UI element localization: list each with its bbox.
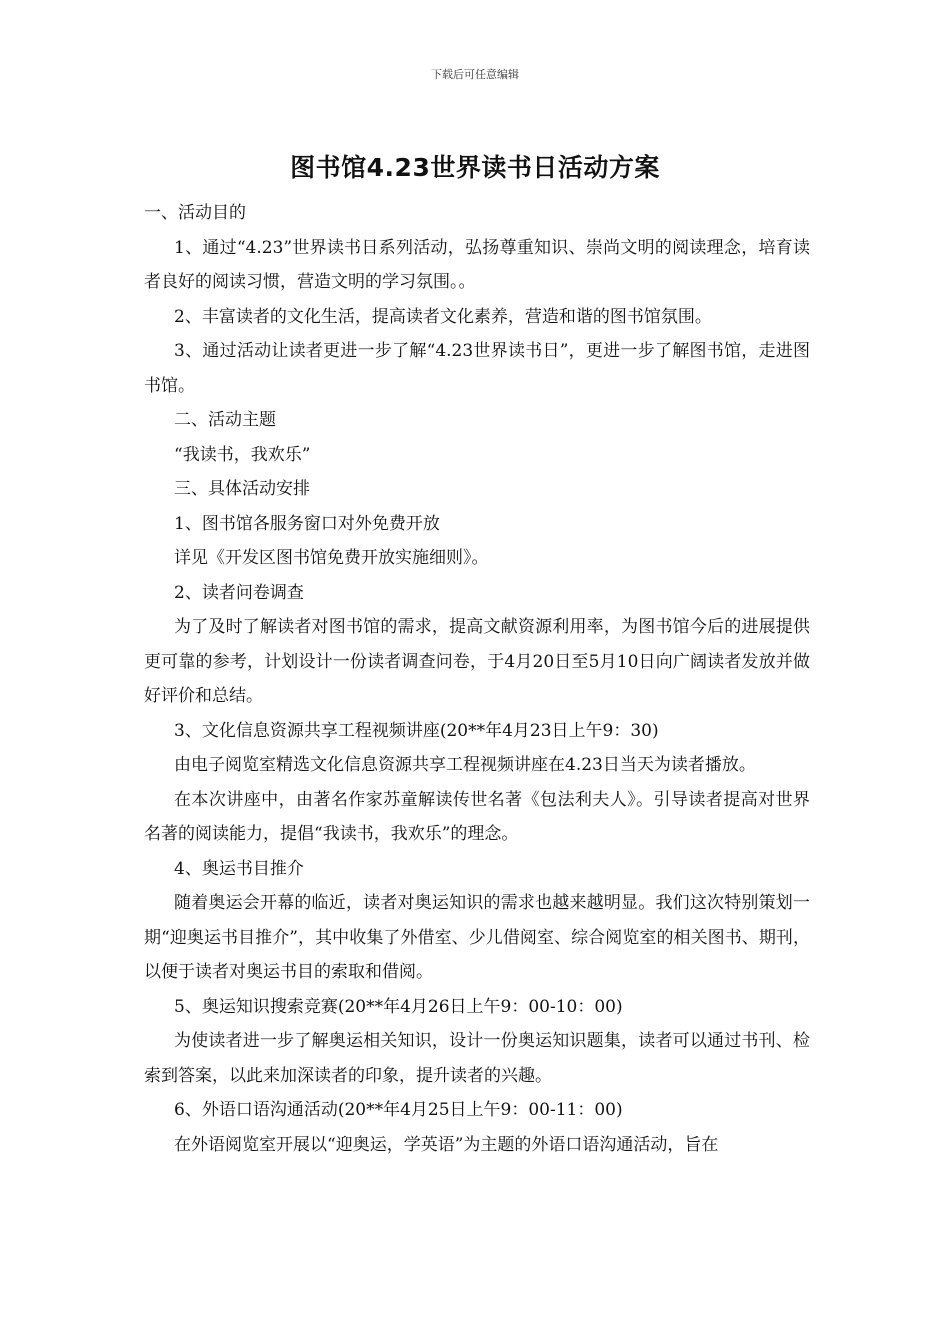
- section-heading-theme: 二、活动主题: [174, 410, 276, 430]
- paragraph: 随着奥运会开幕的临近，读者对奥运知识的需求也越来越明显。我们这次特别策划一期“迎奥运书目推介”，其中收集了外借室、少儿借阅室、综合阅览室的相关图书、期刊，以便于读者对奥运书目的索取和借阅。: [144, 893, 810, 982]
- section-heading-purpose: 一、活动目的: [144, 203, 246, 223]
- paragraph: 在本次讲座中，由著名作家苏童解读传世名著《包法利夫人》。引导读者提高对世界名著的阅读能力，提倡“我读书，我欢乐”的理念。: [144, 789, 810, 844]
- paragraph: 由电子阅览室精选文化信息资源共享工程视频讲座在4.23日当天为读者播放。: [174, 755, 756, 775]
- paragraph: 为使读者进一步了解奥运相关知识，设计一份奥运知识题集，读者可以通过书刊、检索到答案，以此来加深读者的印象，提升读者的兴趣。: [144, 1031, 810, 1086]
- theme-slogan: “我读书，我欢乐”: [174, 444, 311, 465]
- document-body: [144, 196, 810, 1162]
- item-heading: 5、奥运知识搜索竞赛(20**年4月26日上午9：00-10：00): [174, 996, 623, 1017]
- paragraph: 在外语阅览室开展以“迎奥运，学英语”为主题的外语口语沟通活动，旨在: [174, 1134, 719, 1155]
- item-heading: 2、读者问卷调查: [174, 582, 304, 603]
- document-title: 图书馆4.23世界读书日活动方案: [290, 153, 660, 182]
- item-heading: 3、文化信息资源共享工程视频讲座(20**年4月23日上午9：30): [174, 720, 659, 741]
- paragraph: 3、通过活动让读者更进一步了解“4.23世界读书日”，更进一步了解图书馆，走进图书馆。: [144, 341, 810, 396]
- paragraph: 为了及时了解读者对图书馆的需求，提高文献资源利用率，为图书馆今后的进展提供更可靠的参考，计划设计一份读者调查问卷，于4月20日至5月10日向广阔读者发放并做好评价和总结。: [144, 617, 810, 706]
- header-note: 下载后可任意编辑: [431, 68, 519, 81]
- item-heading: 6、外语口语沟通活动(20**年4月25日上午9：00-11：00): [174, 1100, 623, 1120]
- item-heading: 4、奥运书目推介: [174, 858, 304, 879]
- section-heading-arrangement: 三、具体活动安排: [174, 479, 310, 499]
- paragraph: 详见《开发区图书馆免费开放实施细则》。: [174, 548, 489, 568]
- item-heading: 1、图书馆各服务窗口对外免费开放: [174, 513, 440, 534]
- paragraph: 1、通过“4.23”世界读书日系列活动，弘扬尊重知识、崇尚文明的阅读理念，培育读者良好的阅读习惯，营造文明的学习氛围。。: [144, 237, 810, 292]
- paragraph: 2、丰富读者的文化生活，提高读者文化素养，营造和谐的图书馆氛围。: [174, 306, 712, 327]
